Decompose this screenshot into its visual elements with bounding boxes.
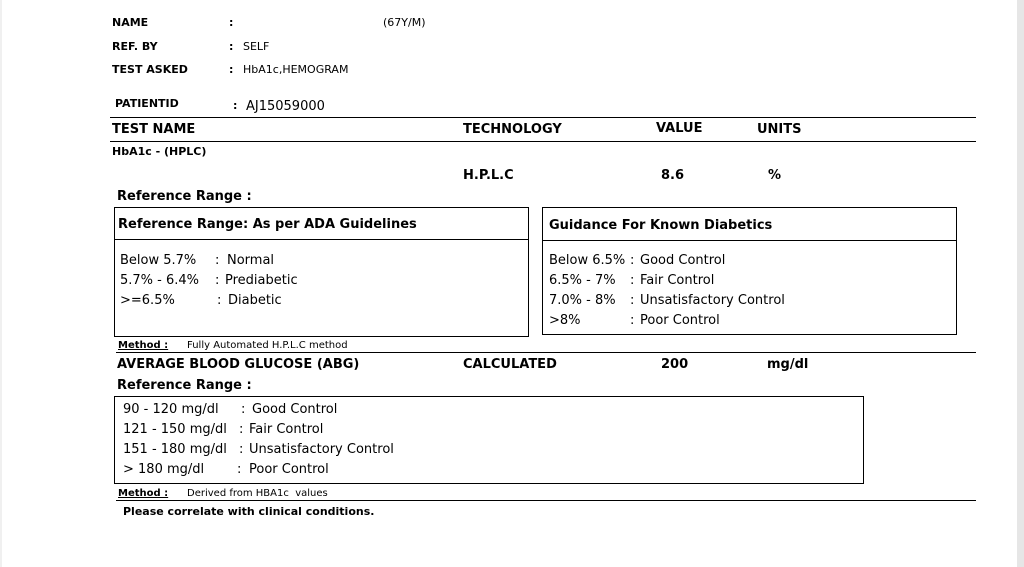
guidance-row-range: 6.5% - 7%	[549, 273, 616, 288]
abg-row-range: 121 - 150 mg/dl	[123, 422, 227, 437]
abg-value: 200	[661, 357, 689, 372]
patient-id-separator: :	[233, 99, 238, 112]
abg-row-label: Unsatisfactory Control	[249, 442, 394, 457]
patient-id-label: PATIENTID	[115, 97, 179, 110]
col-value: VALUE	[656, 121, 703, 136]
abg-method-label: Method :	[118, 488, 169, 499]
footer-note: Please correlate with clinical conditions.	[123, 505, 375, 518]
hba1c-method-rule	[116, 352, 976, 353]
abg-title: AVERAGE BLOOD GLUCOSE (ABG)	[117, 357, 360, 372]
abg-method-value: Derived from HBA1c values	[187, 488, 328, 499]
guidance-row-range: >8%	[549, 313, 581, 328]
test-asked-value: HbA1c,HEMOGRAM	[243, 63, 349, 76]
abg-row-range: 151 - 180 mg/dl	[123, 442, 227, 457]
ada-guidelines-box	[114, 207, 529, 337]
abg-method-rule	[116, 500, 976, 501]
ada-row-label: Diabetic	[228, 293, 282, 308]
hba1c-units: %	[768, 168, 782, 183]
test-asked-separator: :	[229, 63, 234, 76]
hba1c-ref-range-label: Reference Range :	[117, 189, 252, 204]
ref-by-separator: :	[229, 40, 234, 53]
ada-box-title: Reference Range: As per ADA Guidelines	[118, 217, 417, 232]
abg-row-sep: :	[241, 402, 246, 417]
guidance-row-label: Unsatisfactory Control	[640, 293, 785, 308]
guidance-row-sep: :	[630, 273, 635, 288]
ref-by-label: REF. BY	[112, 40, 158, 53]
hba1c-technology: H.P.L.C	[463, 168, 514, 183]
col-units: UNITS	[757, 122, 802, 137]
ada-row-label: Normal	[227, 253, 275, 268]
abg-row-label: Good Control	[252, 402, 338, 417]
guidance-box-divider	[543, 240, 956, 241]
name-separator: :	[229, 16, 234, 29]
abg-row-range: 90 - 120 mg/dl	[123, 402, 219, 417]
abg-row-range: > 180 mg/dl	[123, 462, 205, 477]
abg-row-sep: :	[239, 422, 244, 437]
guidance-row-label: Good Control	[640, 253, 726, 268]
header-bottom-rule	[110, 141, 976, 142]
ref-by-value: SELF	[243, 40, 270, 53]
ada-row-label: Prediabetic	[225, 273, 298, 288]
abg-row-sep: :	[237, 462, 242, 477]
name-label: NAME	[112, 16, 149, 29]
guidance-row-range: 7.0% - 8%	[549, 293, 616, 308]
ada-row-sep: :	[215, 273, 220, 288]
hba1c-method-label: Method :	[118, 340, 169, 351]
abg-units: mg/dl	[767, 357, 809, 372]
col-test-name: TEST NAME	[112, 122, 196, 137]
age-sex: (67Y/M)	[383, 16, 426, 29]
abg-ref-range-label: Reference Range :	[117, 378, 252, 393]
guidance-row-label: Fair Control	[640, 273, 715, 288]
ada-row-range: 5.7% - 6.4%	[120, 273, 200, 288]
guidance-box-title: Guidance For Known Diabetics	[549, 218, 773, 233]
patient-id-value: AJ15059000	[246, 99, 325, 114]
hba1c-title: HbA1c - (HPLC)	[112, 145, 207, 158]
page-scrollbar[interactable]	[1017, 0, 1024, 567]
test-asked-label: TEST ASKED	[112, 63, 188, 76]
guidance-row-label: Poor Control	[640, 313, 720, 328]
ada-row-sep: :	[215, 253, 220, 268]
col-technology: TECHNOLOGY	[463, 122, 562, 137]
known-diabetics-guidance-box	[542, 207, 957, 335]
ada-row-sep: :	[217, 293, 222, 308]
hba1c-value: 8.6	[661, 168, 685, 183]
hba1c-method-value: Fully Automated H.P.L.C method	[187, 340, 348, 351]
ada-row-range: >=6.5%	[120, 293, 175, 308]
header-top-rule	[110, 117, 976, 118]
abg-technology: CALCULATED	[463, 357, 557, 372]
guidance-row-range: Below 6.5%	[549, 253, 626, 268]
guidance-row-sep: :	[630, 293, 635, 308]
guidance-row-sep: :	[630, 313, 635, 328]
abg-reference-box	[114, 396, 864, 484]
abg-row-sep: :	[239, 442, 244, 457]
guidance-row-sep: :	[630, 253, 635, 268]
abg-row-label: Poor Control	[249, 462, 329, 477]
ada-box-divider	[115, 239, 528, 240]
ada-row-range: Below 5.7%	[120, 253, 197, 268]
page-left-edge	[0, 0, 2, 567]
abg-row-label: Fair Control	[249, 422, 324, 437]
